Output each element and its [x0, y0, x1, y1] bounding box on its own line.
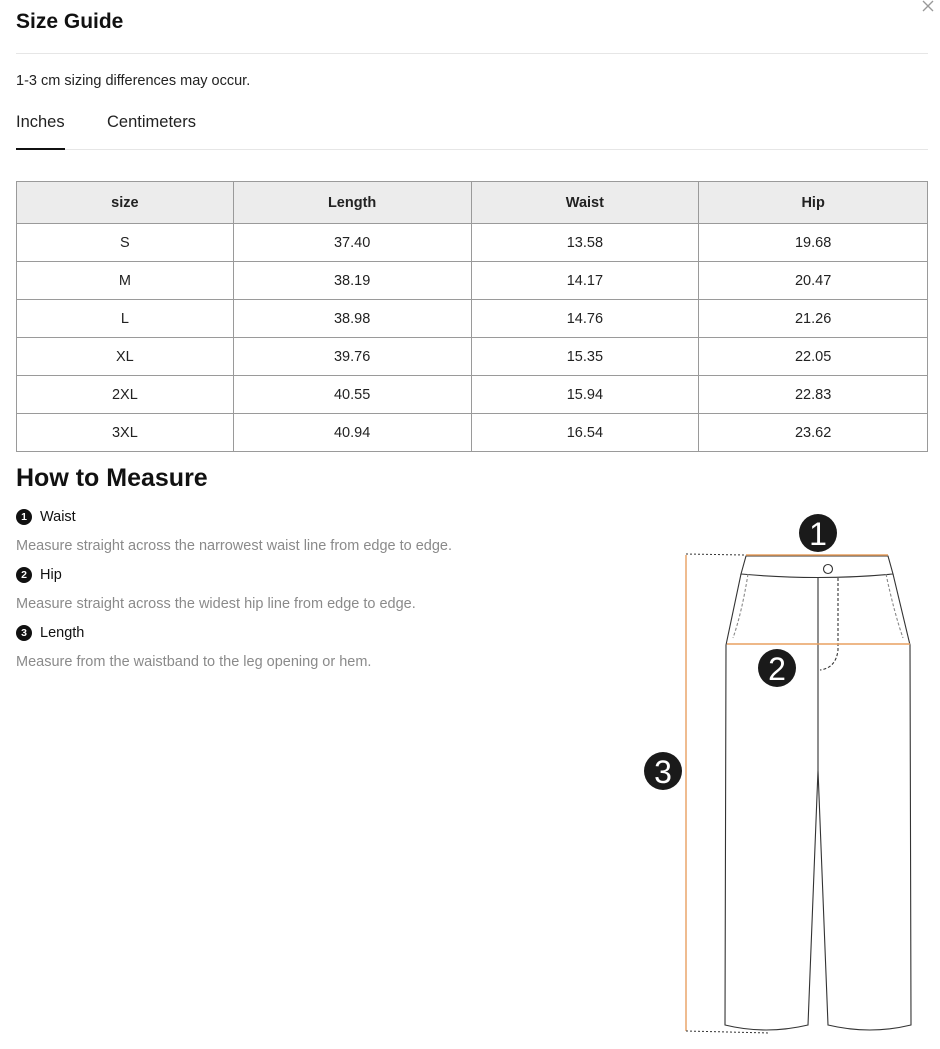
table-row — [17, 376, 928, 414]
cell-length: 40.55 — [233, 376, 471, 414]
step-waist-label — [16, 509, 76, 525]
marker-2 — [758, 649, 796, 687]
step-length-desc: Measure from the waistband to the leg opening or hem. — [16, 654, 372, 670]
cell-length: 37.40 — [233, 224, 471, 262]
cell-hip: 23.62 — [699, 414, 928, 452]
number-2-icon: 2 — [16, 567, 32, 583]
cell-hip: 20.47 — [699, 262, 928, 300]
size-table — [16, 181, 928, 452]
number-1-icon: 1 — [16, 509, 32, 525]
unit-tabs — [16, 106, 928, 150]
cell-waist: 13.58 — [471, 224, 699, 262]
header-length: Length — [233, 182, 471, 224]
length-guide-top — [686, 554, 744, 555]
length-guide-bottom — [686, 1031, 770, 1033]
cell-hip: 19.68 — [699, 224, 928, 262]
table-row — [17, 224, 928, 262]
modal-header — [16, 0, 928, 54]
marker-3-label: 3 — [654, 754, 672, 790]
step-title: Length — [40, 625, 85, 641]
header-size: size — [17, 182, 234, 224]
how-to-measure-title: How to Measure — [16, 464, 208, 492]
table-header-row — [17, 182, 928, 224]
marker-1-label: 1 — [809, 516, 827, 552]
step-hip-label — [16, 567, 62, 583]
cell-hip: 22.83 — [699, 376, 928, 414]
header-waist: Waist — [471, 182, 699, 224]
cell-waist: 14.76 — [471, 300, 699, 338]
button-icon — [824, 565, 833, 574]
left-pocket — [733, 574, 748, 638]
close-icon — [920, 0, 936, 14]
step-title: Hip — [40, 567, 62, 583]
cell-size: S — [17, 224, 234, 262]
close-button[interactable] — [920, 0, 936, 14]
cell-length: 40.94 — [233, 414, 471, 452]
step-hip-desc: Measure straight across the widest hip line from edge to edge. — [16, 596, 416, 612]
step-length-label — [16, 625, 84, 641]
cell-size: 3XL — [17, 414, 234, 452]
step-waist-desc: Measure straight across the narrowest waist line from edge to edge. — [16, 538, 453, 554]
marker-3 — [644, 752, 682, 790]
cell-size: L — [17, 300, 234, 338]
cell-size: 2XL — [17, 376, 234, 414]
table-row — [17, 338, 928, 376]
cell-size: M — [17, 262, 234, 300]
modal-title: Size Guide — [16, 10, 124, 33]
table-row — [17, 300, 928, 338]
number-3-icon: 3 — [16, 625, 32, 641]
pants-diagram — [630, 505, 930, 1045]
cell-hip: 22.05 — [699, 338, 928, 376]
header-hip: Hip — [699, 182, 928, 224]
cell-length: 38.98 — [233, 300, 471, 338]
cell-length: 39.76 — [233, 338, 471, 376]
cell-hip: 21.26 — [699, 300, 928, 338]
cell-size: XL — [17, 338, 234, 376]
cell-length: 38.19 — [233, 262, 471, 300]
fly-stitch — [820, 578, 838, 670]
cell-waist: 15.94 — [471, 376, 699, 414]
step-title: Waist — [40, 509, 76, 525]
marker-2-label: 2 — [768, 651, 786, 687]
cell-waist: 15.35 — [471, 338, 699, 376]
marker-1 — [799, 514, 837, 552]
tab-centimeters[interactable]: Centimeters — [107, 113, 196, 131]
table-row — [17, 262, 928, 300]
cell-waist: 16.54 — [471, 414, 699, 452]
waistband-shape — [741, 556, 893, 578]
tab-inches[interactable]: Inches — [16, 113, 65, 150]
sizing-note: 1-3 cm sizing differences may occur. — [16, 73, 251, 89]
cell-waist: 14.17 — [471, 262, 699, 300]
table-row — [17, 414, 928, 452]
